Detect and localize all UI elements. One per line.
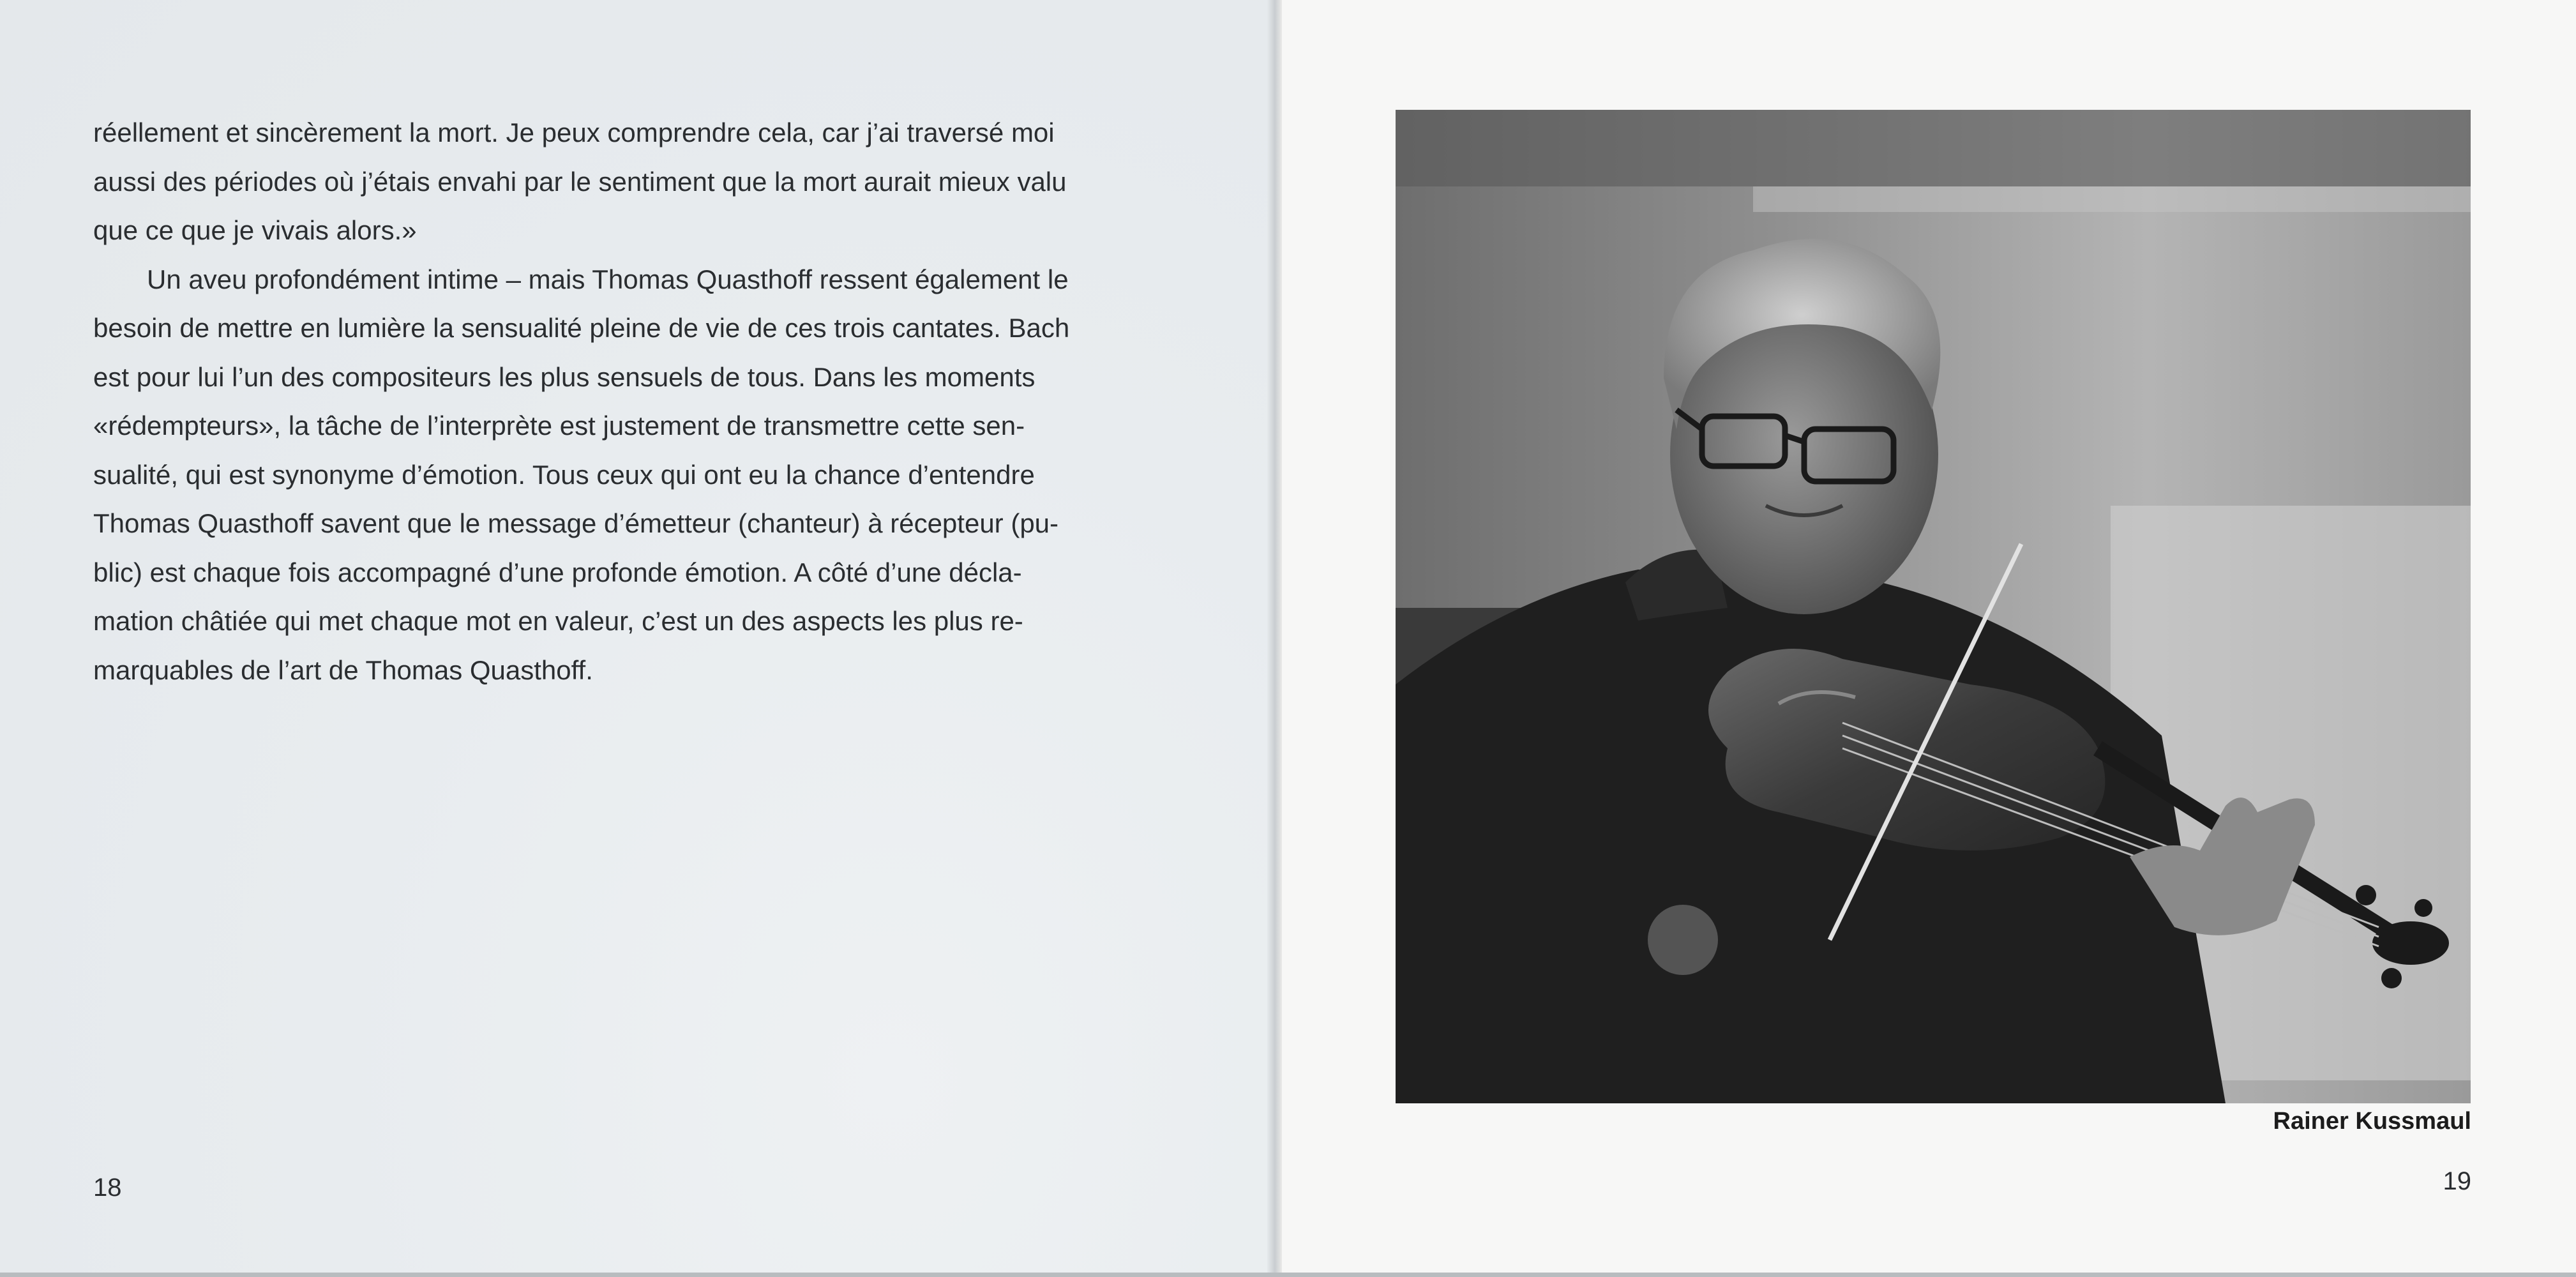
text-line: blic) est chaque fois accompagné d’une profonde émotion. A côté d’une décla- — [93, 557, 1022, 587]
page-number-right: 19 — [2443, 1167, 2471, 1195]
text-line: marquables de l’art de Thomas Quasthoff. — [93, 654, 593, 685]
page-number-left: 18 — [93, 1174, 122, 1202]
text-line: sualité, qui est synonyme d’émotion. Tous ceux qui ont eu la chance d’entendre — [93, 459, 1035, 490]
text-line: est pour lui l’un des compositeurs les plus sensuels de tous. Dans les moments — [93, 361, 1036, 392]
text-line: aussi des périodes où j’étais envahi par le sentiment que la mort aurait mieux valu — [93, 166, 1067, 197]
text-line: mation châtiée qui met chaque mot en valeur, c’est un des aspects les plus re- — [93, 606, 1023, 636]
photo-caption: Rainer Kussmaul — [2273, 1108, 2471, 1135]
violinist-photo — [1396, 110, 2471, 1103]
text-line: Un aveu profondément intime – mais Thomas Quasthoff ressent également le — [147, 264, 1069, 294]
article-text — [93, 109, 1166, 695]
text-line: réellement et sincèrement la mort. Je peux comprendre cela, car j’ai traversé moi — [93, 117, 1055, 147]
text-line: Thomas Quasthoff savent que le message d’émetteur (chanteur) à récepteur (pu- — [93, 508, 1059, 538]
scan-edge — [0, 1273, 2576, 1277]
text-line: «rédempteurs», la tâche de l’interprète est justement de transmettre cette sen- — [93, 411, 1025, 441]
left-page — [0, 0, 1274, 1273]
text-line: besoin de mettre en lumière la sensualité pleine de vie de ces trois cantates. Bach — [93, 313, 1070, 343]
text-line: que ce que je vivais alors.» — [93, 215, 417, 245]
